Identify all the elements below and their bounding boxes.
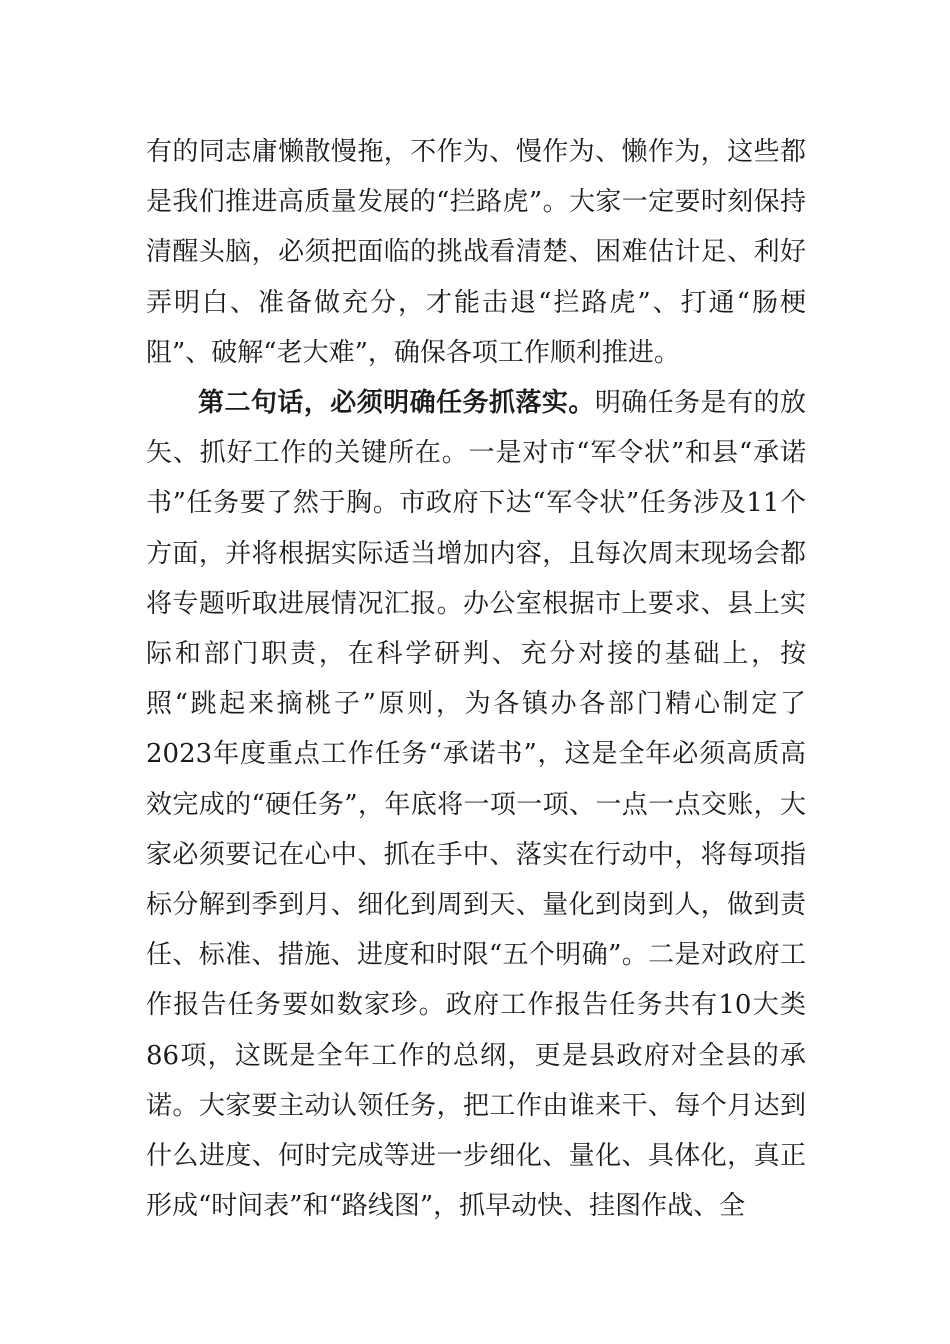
paragraph-2 <box>146 378 806 1231</box>
paragraph-1: 有的同志庸懒散慢拖，不作为、慢作为、懒作为，这些都是我们推进高质量发展的“拦路虎”。大家一定要时刻保持清醒头脑，必须把面临的挑战看清楚、困难估计足、利好弄明白、准备做充分，才能击退“拦路虎”、打通“肠梗阻”、破解“老大难”，确保各项工作顺利推进。 <box>146 137 806 368</box>
body-text <box>146 127 806 1231</box>
paragraph-2-body: 明确任务是有的放矢、抓好工作的关键所在。一是对市“军令状”和县“承诺书”任务要了然于胸。市政府下达“军令状”任务涉及11个方面，并将根据实际适当增加内容，且每次周末现场会都将专题听取进展情况汇报。办公室根据市上要求、县上实际和部门职责，在科学研判、充分对接的基础上，按照“跳起来摘桃子”原则，为各镇办各部门精心制定了2023年度重点工作任务“承诺书”，这是全年必须高质高效完成的“硬任务”，年底将一项一项、一点一点交账，大家必须要记在心中、抓在手中、落实在行动中，将每项指标分解到季到月、细化到周到天、量化到岗到人，做到责任、标准、措施、进度和时限“五个明确”。二是对政府工作报告任务要如数家珍。政府工作报告任务共有10大类86项，这既是全年工作的总纲，更是县政府对全县的承诺。大家要主动认领任务，把工作由谁来干、每个月达到什么进度、何时完成等进一步细化、量化、具体化，真正形成“时间表”和“路线图”，抓早动快、挂图作战、全 <box>146 388 806 1222</box>
paragraph-2-lead: 第二句话，必须明确任务抓落实。 <box>198 388 595 419</box>
